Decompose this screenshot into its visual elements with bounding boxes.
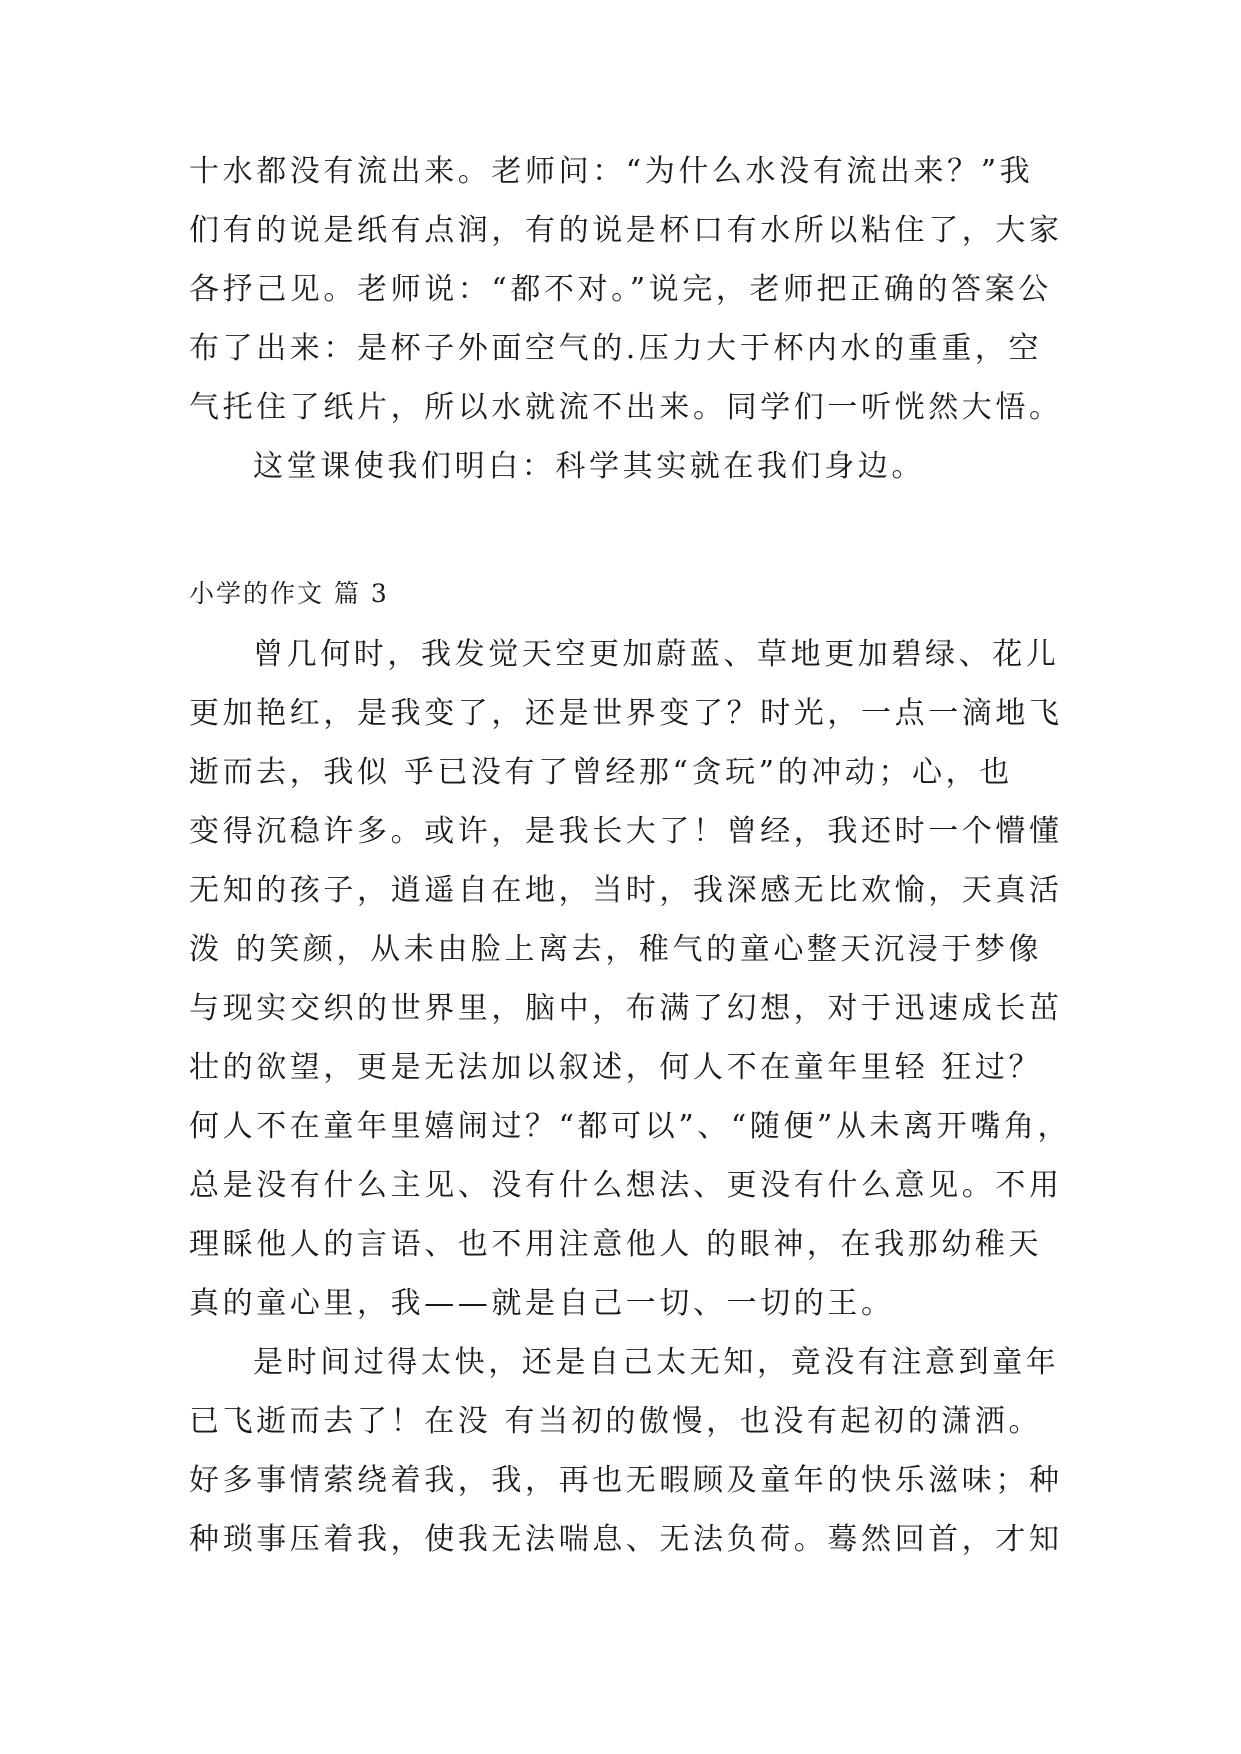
text-line: 曾几何时，我发觉天空更加蔚蓝、草地更加碧绿、花儿: [253, 637, 1060, 672]
text-line: 各抒己见。老师说：“都不对。”说完，老师把正确的答案公: [189, 272, 1052, 307]
text-line: 布了出来：是杯子外面空气的.压力大于杯内水的重重，空: [189, 331, 1043, 366]
text-line: 总是没有什么主见、没有什么想法、更没有什么意见。不用: [189, 1168, 1063, 1203]
text-line: 是时间过得太快，还是自己太无知，竟没有注意到童年: [253, 1345, 1060, 1380]
text-line: 气托住了纸片，所以水就流不出来。同学们一听恍然大悟。: [189, 390, 1063, 425]
section-title: 小学的作文 篇 3: [189, 579, 389, 608]
text-line: 好多事情萦绕着我，我，再也无暇顾及童年的快乐滋味；种: [189, 1463, 1063, 1498]
text-line: 逝而去，我似 乎已没有了曾经那“贪玩”的冲动；心，也: [189, 755, 1013, 790]
text-line: 壮的欲望，更是无法加以叙述，何人不在童年里轻 狂过？: [189, 1050, 1043, 1085]
text-line: 十水都没有流出来。老师问：“为什么水没有流出来？”我: [189, 154, 1034, 189]
text-line: 理睬他人的言语、也不用注意他人 的眼神，在我那幼稚天: [189, 1227, 1043, 1262]
text-line: 与现实交织的世界里，脑中，布满了幻想，对于迅速成长茁: [189, 991, 1063, 1026]
text-line: 们有的说是纸有点润，有的说是杯口有水所以粘住了，大家: [189, 213, 1063, 248]
text-line: 何人不在童年里嬉闹过？“都可以”、“随便”从未离开嘴角，: [189, 1109, 1072, 1144]
text-line: 真的童心里，我——就是自己一切、一切的王。: [189, 1286, 895, 1321]
text-line: 更加艳红，是我变了，还是世界变了？时光，一点一滴地飞: [189, 696, 1063, 731]
text-line: 变得沉稳许多。或许，是我长大了！曾经，我还时一个懵懂: [189, 814, 1063, 849]
text-line: 泼 的笑颜，从未由脸上离去，稚气的童心整天沉浸于梦像: [189, 932, 1043, 967]
text-line: 种琐事压着我，使我无法喘息、无法负荷。蓦然回首，才知: [189, 1522, 1063, 1557]
text-line: 这堂课使我们明白：科学其实就在我们身边。: [253, 449, 925, 484]
text-line: 已飞逝而去了！在没 有当初的傲慢，也没有起初的潇洒。: [189, 1404, 1043, 1439]
text-line: 无知的孩子，逍遥自在地，当时，我深感无比欢愉，天真活: [189, 873, 1063, 908]
